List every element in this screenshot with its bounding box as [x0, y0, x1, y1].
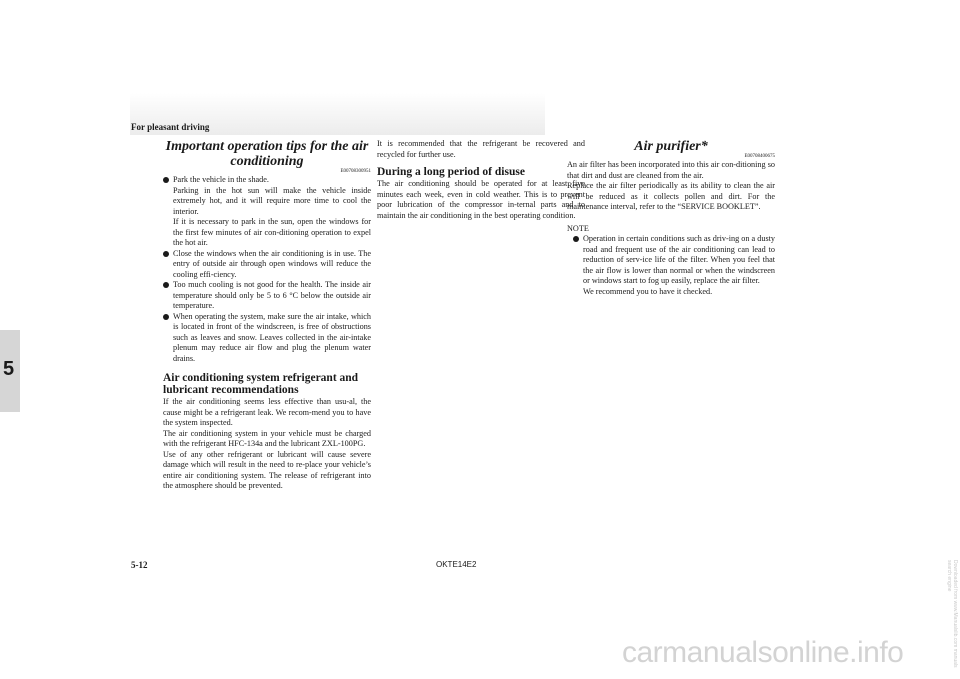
section-code: E00708300951: [340, 169, 371, 174]
note-list: [567, 234, 775, 297]
section-heading: Important operation tips for the air conditioning: [165, 139, 369, 169]
bullet-icon: [163, 314, 169, 320]
watermark: carmanualsonline.info: [622, 636, 904, 669]
bullet-icon: [163, 282, 169, 288]
note-text: We recommend you to have it checked.: [583, 286, 713, 296]
bullet-text: Parking in the hot sun will make the vehicle inside extremely hot, and it will require more time to cool the interior.: [173, 185, 371, 216]
sub-heading: During a long period of disuse: [377, 166, 525, 178]
document-code: OKTE14E2: [436, 560, 477, 569]
column-right: [567, 139, 775, 297]
bullet-icon: [163, 251, 169, 257]
bullet-icon: [573, 236, 579, 242]
paragraph: It is recommended that the refrigerant be recovered and recycled for further use.: [377, 139, 585, 159]
chapter-number: 5: [3, 358, 15, 380]
paragraph: Replace the air filter periodically as its ability to clean the air will be reduced as it collects pollen and dirt. For the maintenance interval, refer to the “SERVICE BOOKLET”.: [567, 181, 775, 211]
bullet-item: [163, 280, 371, 312]
column-middle: [377, 139, 585, 221]
bullet-item: [163, 312, 371, 365]
page-number: 5-12: [131, 560, 148, 570]
edge-text: Downloaded from www.Manualslib.com manuals search engine: [946, 560, 958, 668]
section-code: E00708400675: [744, 154, 775, 159]
paragraph: Use of any other refrigerant or lubricant will cause severe damage which will result in the need to re-place your vehicle’s entire air conditioning system. The release of refrigerant into the atmosphere should be prevented.: [163, 449, 371, 490]
bullet-item: [163, 249, 371, 281]
paragraph: An air filter has been incorporated into this air con-ditioning so that dirt and dust are cleaned from the air.: [567, 160, 775, 180]
paragraph: The air conditioning system in your vehicle must be charged with the refrigerant HFC-134a and the lubricant ZXL-100PG.: [163, 428, 371, 448]
bullet-text: Too much cooling is not good for the health. The inside air temperature should only be 5 to 6 °C below the outside air temperature.: [173, 280, 371, 310]
note-text: Operation in certain conditions such as driv-ing on a dusty road and frequent use of the air conditioning can lead to reduction of serv-ice life of the filter. When you feel that the air flow is lower than normal or when the windscreen or windows start to fog up easily, replace the air filter.: [583, 234, 775, 285]
bullet-text: Close the windows when the air conditioning is in use. The entry of outside air through open windows will reduce the cooling effi-ciency.: [173, 248, 371, 279]
note-title: NOTE: [567, 223, 589, 233]
sub-heading: Air conditioning system refrigerant and lubricant recommendations: [163, 372, 359, 396]
paragraph: If the air conditioning seems less effective than usu-al, the cause might be a refrigerant leak. We recom-mend you to have the system inspected.: [163, 397, 371, 427]
section-heading: Air purifier*: [634, 139, 708, 154]
note-item: [573, 234, 775, 297]
section-header: For pleasant driving: [131, 122, 210, 132]
bullet-item: [163, 175, 371, 249]
column-left: [163, 139, 371, 492]
bullet-text: When operating the system, make sure the air intake, which is located in front of the windscreen, is free of obstructions such as leaves and snow. Leaves collected in the air-intake plenum may reduce air flow and plug the plenum water drains.: [173, 311, 371, 363]
paragraph: The air conditioning should be operated for at least five minutes each week, even in cold weather. This is to prevent poor lubrication of the compressor in-ternal parts and to maintain the air conditioning in the best operating condition.: [377, 179, 585, 220]
bullet-text: If it is necessary to park in the sun, open the windows for the first few minutes of air con-ditioning operation to expel the hot air.: [173, 217, 371, 247]
bullet-text: Park the vehicle in the shade.: [173, 175, 269, 184]
bullet-icon: [163, 177, 169, 183]
